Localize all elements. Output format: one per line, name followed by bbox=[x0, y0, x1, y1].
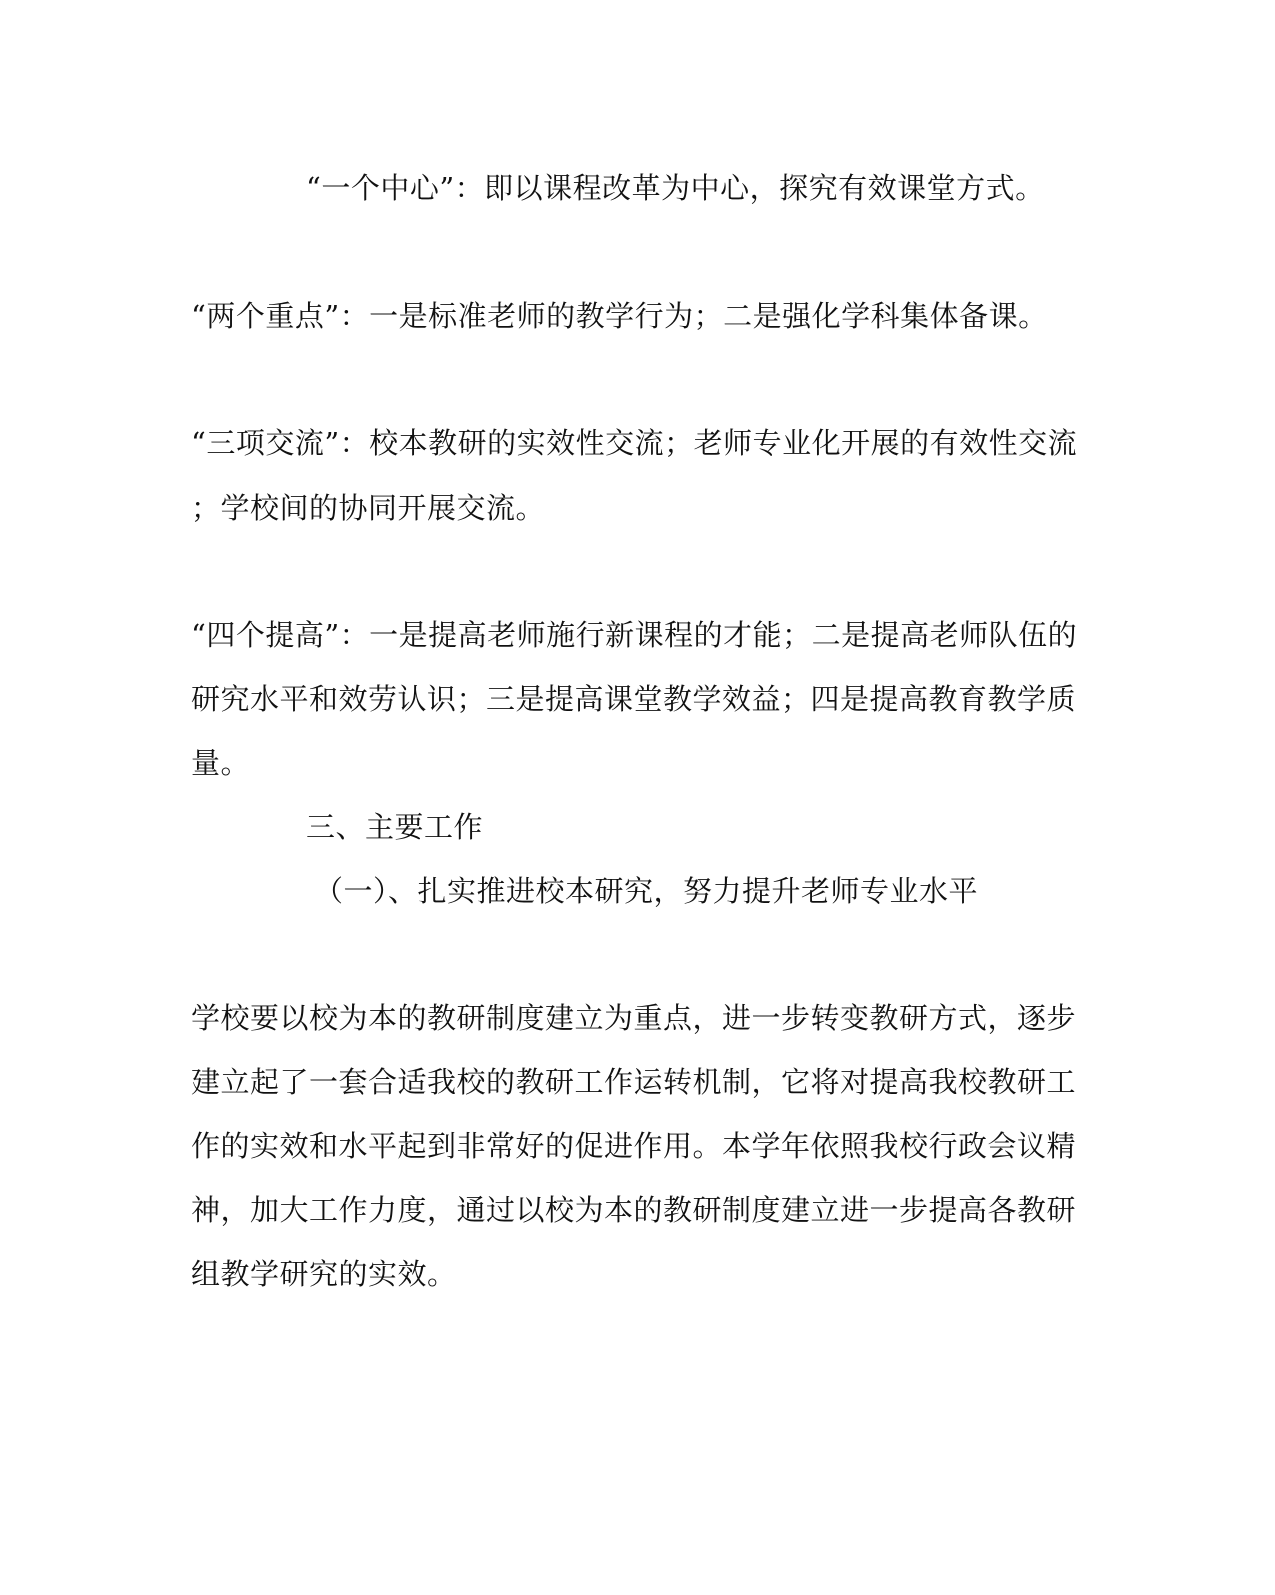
body-paragraph-line-2: 建立起了一套合适我校的教研工作运转机制，它将对提高我校教研工 bbox=[191, 1065, 1077, 1099]
paragraph-four-improvements-line-2: 研究水平和效劳认识；三是提高课堂教学效益；四是提高教育教学质 bbox=[191, 682, 1077, 716]
section-heading-main-work: 三、主要工作 bbox=[306, 810, 484, 844]
paragraph-four-improvements-line-3: 量。 bbox=[191, 746, 251, 780]
subsection-heading-school-research: （一）、扎实推进校本研究，努力提升老师专业水平 bbox=[314, 874, 979, 908]
paragraph-one-center: “一个中心”：即以课程改革为中心，探究有效课堂方式。 bbox=[306, 171, 1045, 205]
paragraph-four-improvements-line-1: “四个提高”：一是提高老师施行新课程的才能；二是提高老师队伍的 bbox=[191, 618, 1078, 652]
body-paragraph-line-4: 神，加大工作力度，通过以校为本的教研制度建立进一步提高各教研 bbox=[191, 1193, 1077, 1227]
paragraph-two-focus: “两个重点”：一是标准老师的教学行为；二是强化学科集体备课。 bbox=[191, 299, 1048, 333]
paragraph-three-exchanges-line-2: ；学校间的协同开展交流。 bbox=[191, 491, 546, 525]
body-paragraph-line-1: 学校要以校为本的教研制度建立为重点，进一步转变教研方式，逐步 bbox=[191, 1001, 1077, 1035]
paragraph-three-exchanges-line-1: “三项交流”：校本教研的实效性交流；老师专业化开展的有效性交流 bbox=[191, 426, 1078, 460]
body-paragraph-line-5: 组教学研究的实效。 bbox=[191, 1257, 457, 1291]
body-paragraph-line-3: 作的实效和水平起到非常好的促进作用。本学年依照我校行政会议精 bbox=[191, 1129, 1077, 1163]
